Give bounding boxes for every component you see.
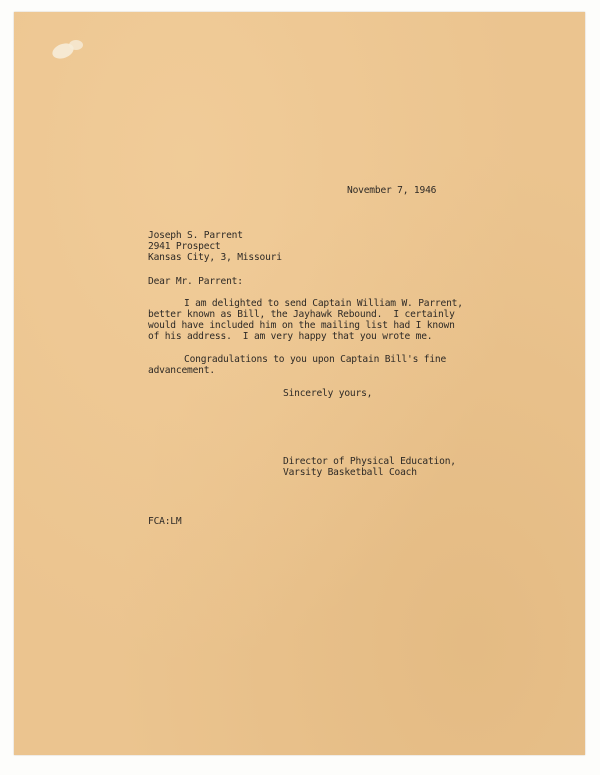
body-line: of his address. I am very happy that you wrote me. xyxy=(148,331,433,342)
signature-title: Director of Physical Education, xyxy=(283,456,456,467)
letter-date: November 7, 1946 xyxy=(347,185,437,196)
typist-initials: FCA:LM xyxy=(148,516,182,527)
body-line: would have included him on the mailing list had I known xyxy=(148,320,455,331)
closing: Sincerely yours, xyxy=(283,388,373,399)
body-line: Congradulations to you upon Captain Bill's fine xyxy=(184,354,447,365)
body-line: advancement. xyxy=(148,365,215,376)
paper-tear-mark xyxy=(69,40,83,50)
recipient-name: Joseph S. Parrent xyxy=(148,230,243,241)
recipient-city: Kansas City, 3, Missouri xyxy=(148,252,282,263)
letter-page xyxy=(14,12,585,755)
signature-title: Varsity Basketball Coach xyxy=(283,467,417,478)
salutation: Dear Mr. Parrent: xyxy=(148,276,243,287)
body-line: better known as Bill, the Jayhawk Rebound. I certainly xyxy=(148,309,455,320)
recipient-street: 2941 Prospect xyxy=(148,241,221,252)
body-line: I am delighted to send Captain William W. Parrent, xyxy=(184,298,463,309)
